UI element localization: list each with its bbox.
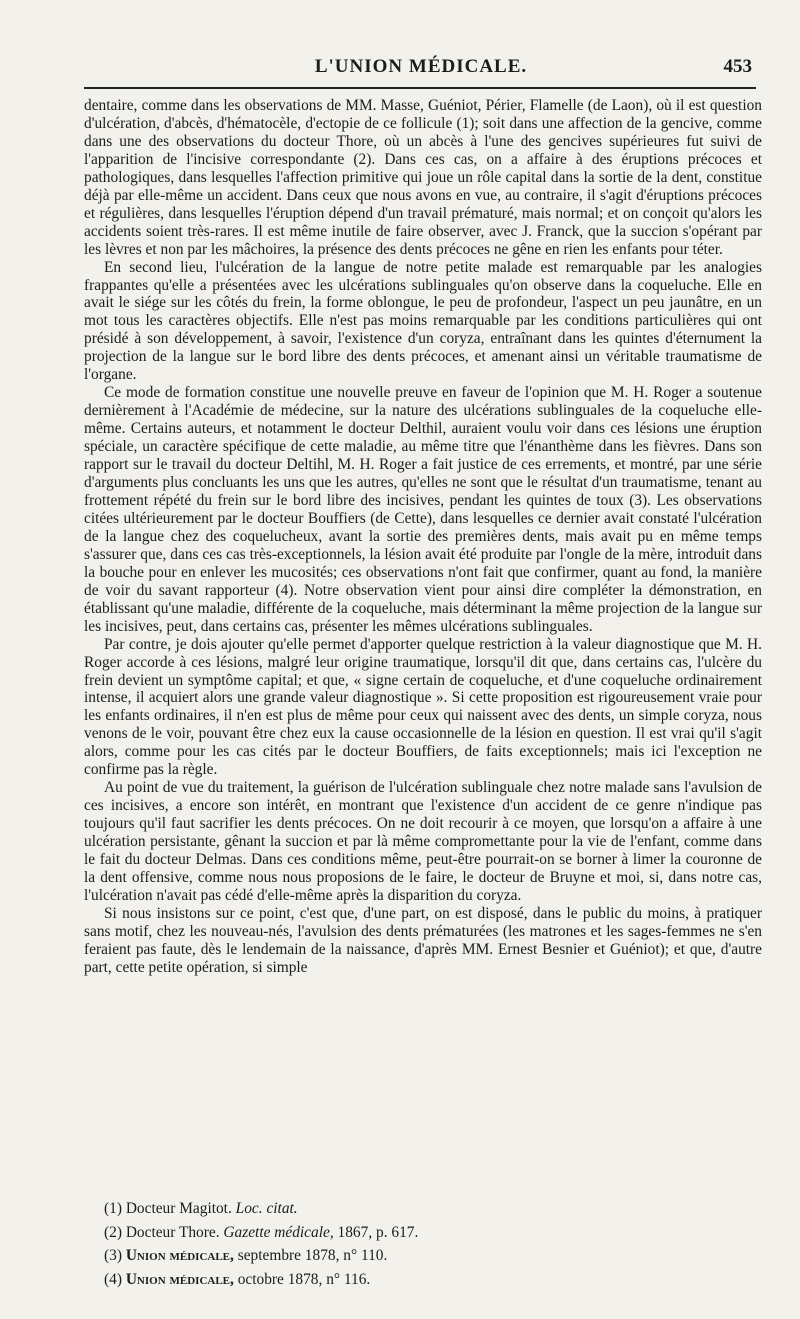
paragraph: Par contre, je dois ajouter qu'elle permet d'apporter quelque restriction à la valeur diagnostique que M. H. Roger accorde à ces lésions, malgré leur origine traumatique, lorsqu'il dit que, dans certains cas, l'ulcère du frein devient un symptôme capital; et que, « signe certain de coqueluche, et d'une coqueluche ordinairement intense, il acquiert alors une grande valeur diagnostique ». Si cette proposition est rigoureusement vraie pour les enfants ordinaires, il n'en est plus de même pour ceux qui naissent avec des dents, un simple coryza, nous venons de le voir, pouvant être chez eux la cause occasionnelle de la lésion en question. Il est vrai qu'il s'agit alors, comme pour les cas cités par le docteur Bouffiers, de faits exceptionnels; mais ici l'exception ne confirme pas la règle.	[84, 635, 762, 779]
footnote-author: Union médicale,	[125, 1247, 234, 1264]
paragraph: dentaire, comme dans les observations de MM. Masse, Guéniot, Périer, Flamelle (de Laon), où il est question d'ulcération, d'abcès, d'hématocèle, d'ectopie de ce follicule (1); soit dans une affection de la gencive, comme dans une des observations du docteur Thore, où un abcès à l'une des gencives supérieures fut suivi de l'apparition de l'incisive correspondante (2). Dans ces cas, on a affaire à des éruptions précoces et pathologiques, dans lesquelles l'affection primitive qui joue un rôle capital dans la sortie de la dent, constitue déjà par elle-même un accident. Dans ceux que nous avons en vue, au contraire, il s'agit d'éruptions précoces et régulières, dans lesquelles l'éruption dépend d'un travail prématuré, mais normal; et on conçoit qu'alors les accidents soient très-rares. Il est même inutile de faire observer, avec J. Franck, que la succion s'opérant par les lèvres et non par les mâchoires, la présence des dents précoces ne gêne en rien les enfants pour téter.	[84, 97, 762, 258]
footnote	[104, 1244, 760, 1268]
footnote-rest: septembre 1878, n° 110.	[237, 1247, 388, 1264]
paragraph: En second lieu, l'ulcération de la langue de notre petite malade est remarquable par les analogies frappantes qu'elle a présentées avec les ulcérations sublinguales qu'on observe dans la coqueluche. Elle en avait le siége sur les côtés du frein, la forme oblongue, le peu de profondeur, l'aspect un peu jaunâtre, en un mot tous les caractères objectifs. Elle n'est pas moins remarquable par les conditions particulières qui ont présidé à son développement, à savoir, l'existence d'un coryza, entraînant dans les quintes d'éternument la projection de la langue sur le bord libre des dents précoces, et amenant ainsi un véritable traumatisme de l'organe.	[84, 258, 762, 384]
page-header	[82, 56, 760, 86]
footnote-number: (3)	[104, 1247, 122, 1264]
footnote-number: (2)	[104, 1223, 122, 1241]
footnotes	[104, 1197, 760, 1291]
footnote	[104, 1197, 760, 1221]
footnote	[104, 1221, 760, 1245]
footnote-number: (4)	[104, 1270, 122, 1288]
footnote	[104, 1268, 760, 1292]
paragraph: Si nous insistons sur ce point, c'est que, d'une part, on est disposé, dans le public du moins, à pratiquer sans motif, chez les nouveau-nés, l'avulsion des dents prématurées (les matrones et les sages-femmes ne s'en feraient pas faute, dès le lendemain de la naissance, d'après MM. Ernest Besnier et Guéniot); et que, d'autre part, cette petite opération, si simple	[84, 904, 762, 976]
page-number: 453	[723, 56, 752, 77]
footnote-author: Docteur Magitot.	[125, 1200, 232, 1217]
paragraph: Au point de vue du traitement, la guérison de l'ulcération sublinguale chez notre malade sans l'avulsion de ces incisives, a encore son intérêt, en montrant que l'existence d'un accident de ce genre n'indique pas toujours qu'il faut sacrifier les dents précoces. On ne doit recourir à ce moyen, que lorsqu'on a affaire à une ulcération persistante, gênant la succion et par là même compromettante pour la vie de l'enfant, comme dans le fait du docteur Delmas. Dans ces conditions même, peut-être pourrait-on se borner à limer la couronne de la dent offensive, comme nous nous proposions de le faire, le docteur de Bruyne et moi, si, dans notre cas, l'ulcération n'avait pas cédé d'elle-même après la disparition du coryza.	[84, 779, 762, 904]
journal-title: L'UNION MÉDICALE.	[314, 56, 528, 77]
footnote-author: Union médicale,	[125, 1270, 234, 1288]
footnote-author: Docteur Thore.	[125, 1223, 220, 1241]
header-rule	[84, 87, 756, 89]
body-text	[84, 97, 762, 977]
footnote-rest: 1867, p. 617.	[337, 1223, 419, 1241]
footnote-title: Gazette médicale,	[223, 1223, 334, 1241]
footnote-rest: octobre 1878, n° 116.	[237, 1270, 371, 1288]
footnote-title: Loc. citat.	[235, 1200, 298, 1217]
footnote-number: (1)	[104, 1200, 122, 1217]
paragraph: Ce mode de formation constitue une nouvelle preuve en faveur de l'opinion que M. H. Roger a soutenue dernièrement à l'Académie de médecine, sur la nature des ulcérations sublinguales de la coqueluche elle-même. Certains auteurs, et notamment le docteur Delthil, auraient voulu voir dans ces lésions une éruption spéciale, un caractère spécifique de cette maladie, au même titre que l'énanthème dans les fièvres. Dans son rapport sur le travail du docteur Deltihl, M. H. Roger a fait justice de ces errements, et montré, par une série d'arguments plus concluants les uns que les autres, qu'elles ne sont que le résultat d'un traumatisme, tenant au frottement répété du frein sur le bord libre des incisives, pendant les quintes de toux (3). Les observations citées ultérieurement par le docteur Bouffiers (de Cette), dans lesquelles ce dernier avait constaté l'ulcération de la langue chez des coquelucheux, avant la sortie des premières dents, mais avait pu en même temps s'assurer que, dans ces cas très-exceptionnels, la lésion avait été produite par l'ongle de la mère, introduit dans la bouche pour en enlever les mucosités; ces observations n'ont fait que confirmer, quant au fond, la manière de voir du savant rapporteur (4). Notre observation vient pour ainsi dire compléter la démonstration, en établissant qu'une maladie, différente de la coqueluche, mais déterminant la même projection de la langue sur les incisives, peut, dans certains cas, présenter les mêmes ulcérations sublinguales.	[84, 384, 762, 635]
